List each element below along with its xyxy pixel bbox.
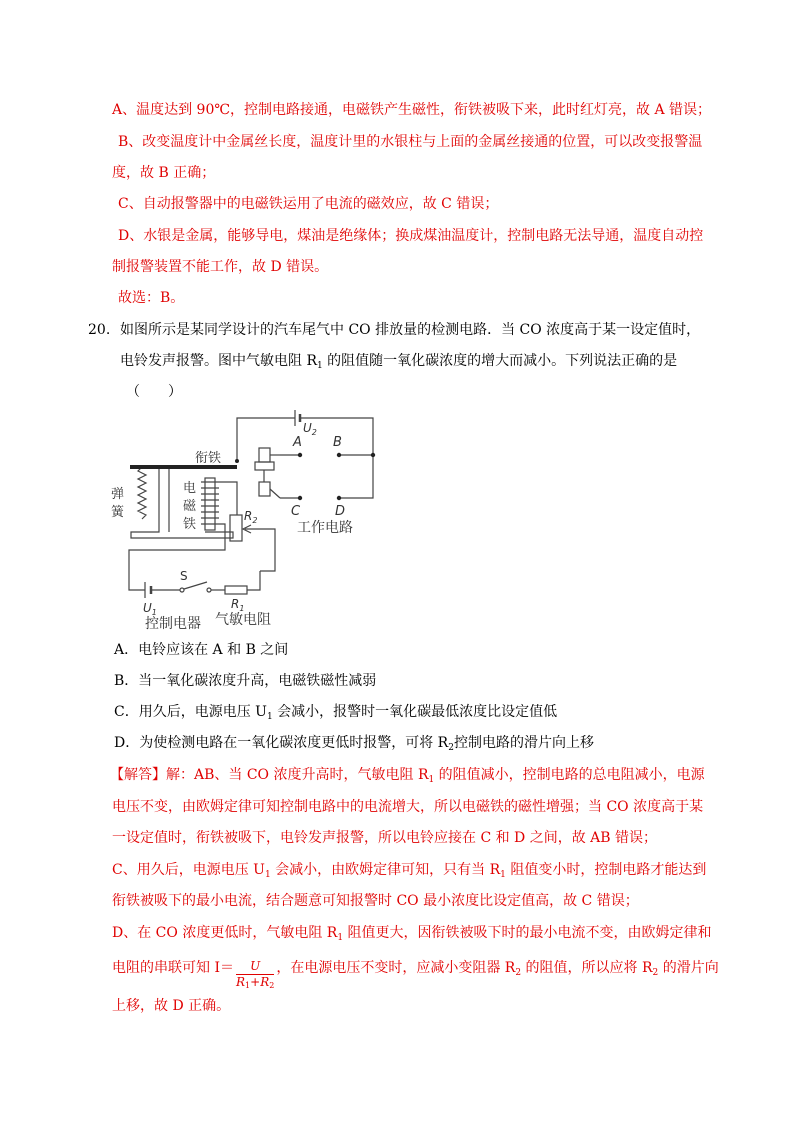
- option-d: D．为使检测电路在一氧化碳浓度更低时报警，可将 $R_2$控制电路的滑片向上移: [114, 735, 594, 753]
- contact-c-dot: [298, 496, 302, 500]
- contact-b-dot: [337, 453, 341, 457]
- control-wire-left: [129, 524, 225, 590]
- contact-lower: [259, 482, 270, 496]
- label-switch-s: S: [180, 569, 188, 583]
- question-number: 20.: [88, 322, 111, 338]
- label-armature: 衔铁: [195, 451, 222, 466]
- ohm-fraction: $\frac{U}{R1+R2}$: [235, 959, 275, 990]
- label-em-1: 电: [183, 481, 197, 496]
- label-r1: $R_1$: [231, 597, 245, 613]
- option-a: A．电铃应该在 A 和 B 之间: [114, 642, 289, 658]
- question-stem-line2: 电铃发声报警。图中气敏电阻 $R_1$ 的阻值随一氧化碳浓度的增大而减小。下列说法正确的是: [120, 353, 678, 371]
- contact-upper: [259, 448, 270, 462]
- prev-option-d-line1: D、水银是金属，能够导电，煤油是绝缘体；换成煤油温度计，控制电路无法导通，温度自动控: [118, 228, 704, 244]
- switch-s-blade: [184, 582, 207, 589]
- prev-option-a: A、温度达到 90℃，控制电路接通，电磁铁产生磁性，衔铁被吸下来，此时红灯亮，故 A 错误；: [112, 102, 712, 118]
- label-spring-2: 簧: [111, 505, 125, 520]
- prev-choice: 故选：B。: [118, 290, 185, 306]
- stand-frame: [131, 467, 233, 538]
- label-r2: $R_2$: [244, 509, 258, 525]
- label-c: C: [291, 504, 301, 519]
- answer-line3: 一设定值时，衔铁被吸下，电铃发声报警，所以电铃应接在 C 和 D 之间，故 AB 错误；: [112, 830, 658, 846]
- label-em-3: 铁: [183, 517, 197, 532]
- label-b: B: [333, 435, 342, 450]
- option-b: B．当一氧化碳浓度升高，电磁铁磁性减弱: [114, 673, 377, 689]
- question-stem-line1: 如图所示是某同学设计的汽车尾气中 CO 排放量的检测电路．当 CO 浓度高于某一设定值时，: [120, 322, 701, 338]
- label-d: D: [335, 504, 346, 519]
- slider-wire: [245, 529, 275, 571]
- answer-line5: 衔铁被吸下的最小电流，结合题意可知报警时 CO 最小浓度比设定值高，故 C 错误；: [112, 893, 639, 909]
- answer-line2: 电压不变，由欧姆定律可知控制电路中的电流增大，所以电磁铁的磁性增强；当 CO 浓度高于某: [112, 799, 704, 815]
- answer-line8: 上移，故 D 正确。: [112, 998, 231, 1014]
- label-work-circuit: 工作电路: [297, 520, 353, 536]
- rheostat-r2: [230, 515, 242, 541]
- label-a: A: [293, 435, 302, 450]
- prev-option-b-line2: 度，故 B 正确；: [112, 165, 216, 181]
- prev-option-d-line2: 制报警装置不能工作，故 D 错误。: [112, 259, 329, 275]
- prev-option-b-line1: B、改变温度计中金属丝长度，温度计里的水银柱与上面的金属丝接通的位置，可以改变报警温: [118, 134, 703, 150]
- resistor-r1: [225, 586, 247, 594]
- spring-coil: [138, 467, 146, 519]
- switch-s-pivot: [180, 588, 184, 592]
- answer-bracket: （ ）: [126, 384, 182, 400]
- answer-line7: 电阻的串联可知 I＝ $\frac{U}{R1+R2}$ ，在电源电压不变时，应减小变阻器 $R_2$ 的阻值，所以应将 $R_2$ 的滑片向: [112, 958, 719, 993]
- label-u2: $U_2$: [303, 421, 317, 437]
- label-gas-resistor: 气敏电阻: [215, 612, 271, 628]
- label-controller: 控制电器: [145, 616, 201, 632]
- answer-line1: 【解答】解：AB、当 CO 浓度升高时，气敏电阻 $R_1$ 的阻值减小，控制电路的总电阻减小，电源: [110, 767, 705, 785]
- label-em-2: 磁: [183, 499, 197, 514]
- answer-line4: C、用久后，电源电压 $U_1$ 会减小，由欧姆定律可知，只有当 $R_1$ 阻值变小时，控制电路才能达到: [112, 862, 707, 880]
- answer-line6: D、在 CO 浓度更低时，气敏电阻 $R_1$ 阻值更大，因衔铁被吸下时的最小电流不变，由欧姆定律和: [112, 925, 712, 943]
- label-u1: $U_1$: [143, 601, 157, 617]
- electromagnet-core: [205, 478, 215, 530]
- contact-d-dot: [337, 496, 341, 500]
- switch-s-contact: [207, 588, 211, 592]
- option-c: C．用久后，电源电压 $U_1$ 会减小，报警时一氧化碳最低浓度比设定值低: [114, 704, 558, 722]
- control-wire-right: [247, 571, 260, 590]
- electromagnet-coil: [201, 482, 219, 524]
- label-spring-1: 弹: [111, 487, 125, 502]
- contact-a-dot: [298, 453, 302, 457]
- contact-mid: [255, 462, 274, 470]
- circuit-diagram: [111, 400, 385, 632]
- prev-option-c: C、自动报警器中的电磁铁运用了电流的磁效应，故 C 错误；: [118, 196, 499, 212]
